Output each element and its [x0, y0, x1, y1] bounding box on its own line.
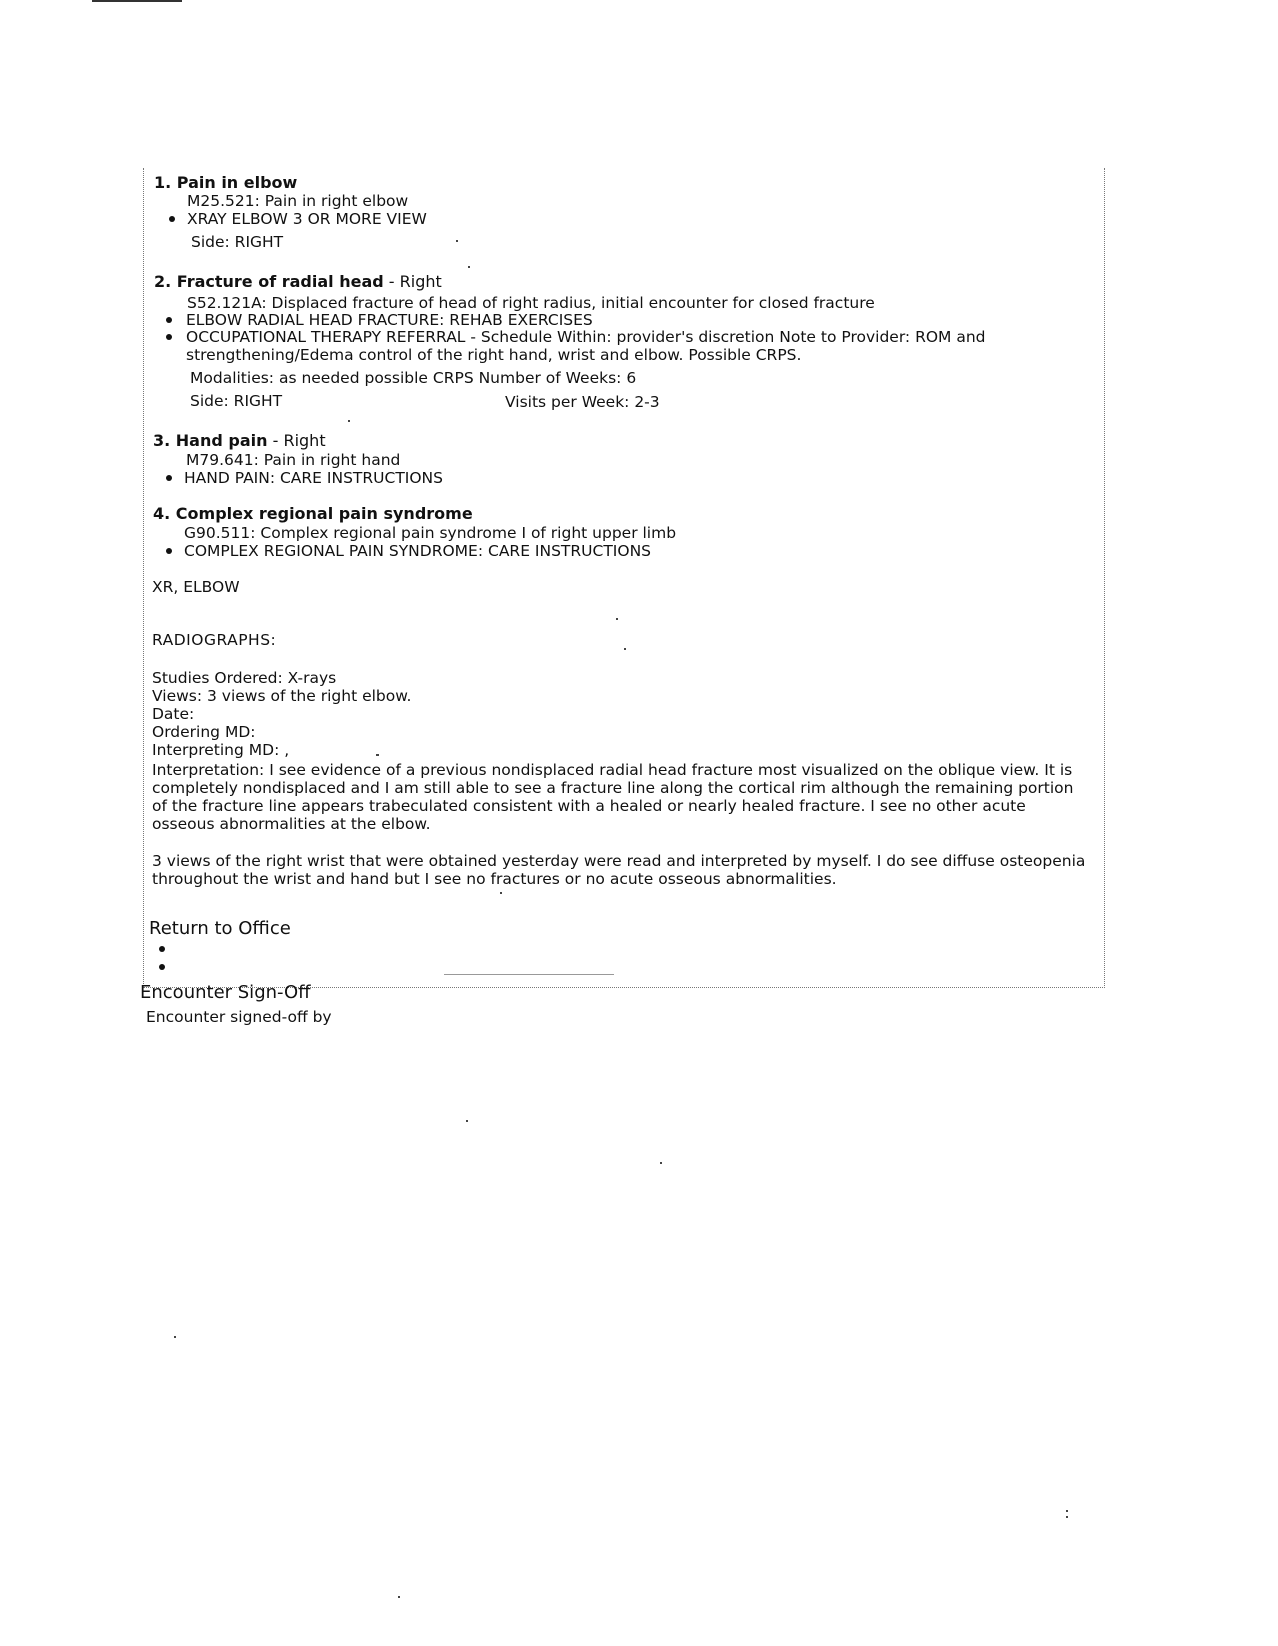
scan-speck	[660, 1162, 662, 1164]
scan-speck	[1066, 1516, 1068, 1518]
bullet	[159, 946, 165, 952]
encounter-signoff-heading: Encounter Sign-Off	[140, 982, 311, 1003]
interpreting-md: Interpreting MD: ,	[152, 741, 290, 759]
views: Views: 3 views of the right elbow.	[152, 687, 412, 705]
bullet	[166, 334, 172, 340]
scan-speck	[466, 1120, 468, 1122]
bullet	[166, 317, 172, 323]
problem-2-order-1: ELBOW RADIAL HEAD FRACTURE: REHAB EXERCISES	[186, 311, 593, 329]
interpretation-paragraph: Interpretation: I see evidence of a previous nondisplaced radial head fracture most visualized on the oblique view. It is completely nondisplaced and I am still able to see a fracture line along the cortical rim although the remaining portion of the fracture line appears trabeculated consistent with a healed or nearly healed fracture. I see no other acute osseous abnormalities at the elbow.	[152, 761, 1074, 833]
scan-speck	[398, 1596, 400, 1598]
scan-speck	[1066, 1510, 1068, 1512]
radiographs-title: RADIOGRAPHS:	[152, 631, 277, 649]
problem-4-code: G90.511: Complex regional pain syndrome I of right upper limb	[184, 524, 677, 542]
problem-3-code: M79.641: Pain in right hand	[186, 451, 401, 469]
problem-3-order-1: HAND PAIN: CARE INSTRUCTIONS	[184, 469, 443, 487]
xr-elbow-label: XR, ELBOW	[152, 578, 240, 596]
scan-speck	[468, 266, 470, 268]
scan-speck	[500, 892, 502, 894]
scan-speck	[444, 974, 614, 975]
problem-2-side: Side: RIGHT	[190, 392, 283, 410]
scan-speck	[348, 420, 350, 422]
scan-speck	[376, 754, 379, 756]
problem-2-code: S52.121A: Displaced fracture of head of right radius, initial encounter for closed fracture	[187, 294, 875, 312]
wrist-paragraph: 3 views of the right wrist that were obtained yesterday were read and interpreted by myself. I do see diffuse osteopenia throughout the wrist and hand but I see no fractures or no acute osseous abnormalities.	[152, 852, 1086, 888]
ordering-md: Ordering MD:	[152, 723, 256, 741]
date-label: Date:	[152, 705, 195, 723]
problem-4-heading: 4. Complex regional pain syndrome	[153, 504, 473, 523]
return-to-office-heading: Return to Office	[149, 918, 291, 939]
problem-2-visits: Visits per Week: 2-3	[505, 393, 660, 411]
scan-speck	[624, 648, 626, 650]
problem-1-side: Side: RIGHT	[191, 233, 284, 251]
bullet	[166, 475, 172, 481]
scan-speck	[616, 618, 618, 620]
problem-1-code: M25.521: Pain in right elbow	[187, 192, 409, 210]
problem-1-heading: 1. Pain in elbow	[154, 173, 298, 192]
problem-2-order-2: OCCUPATIONAL THERAPY REFERRAL - Schedule Within: provider's discretion Note to Provider: ROM and	[186, 328, 986, 346]
problem-2-order-2-cont: strengthening/Edema control of the right hand, wrist and elbow. Possible CRPS.	[186, 346, 802, 364]
encounter-signed-off-by: Encounter signed-off by	[146, 1008, 332, 1026]
bullet	[166, 548, 172, 554]
scan-speck	[456, 240, 458, 242]
bullet	[169, 216, 175, 222]
problem-2-modalities: Modalities: as needed possible CRPS Number of Weeks: 6	[190, 369, 637, 387]
top-edge-mark	[92, 0, 182, 2]
studies-ordered: Studies Ordered: X-rays	[152, 669, 337, 687]
problem-3-heading: 3. Hand pain - Right	[153, 431, 326, 450]
problem-2-heading: 2. Fracture of radial head - Right	[154, 272, 442, 291]
bullet	[159, 964, 165, 970]
problem-4-order-1: COMPLEX REGIONAL PAIN SYNDROME: CARE INSTRUCTIONS	[184, 542, 651, 560]
problem-1-order-1: XRAY ELBOW 3 OR MORE VIEW	[187, 210, 427, 228]
scan-speck	[174, 1336, 176, 1338]
